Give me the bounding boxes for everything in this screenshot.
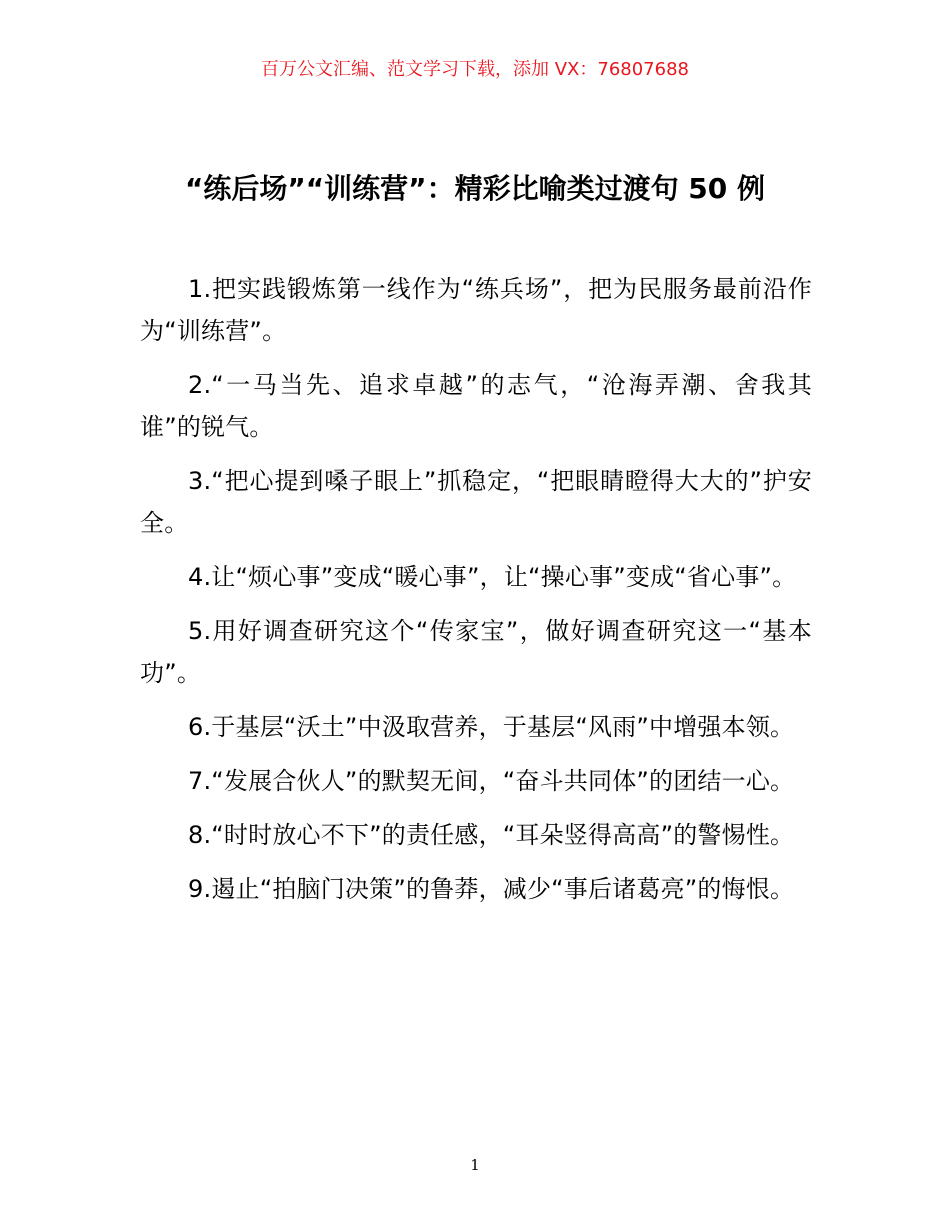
document-title: “练后场”“训练营”：精彩比喻类过渡句 50 例	[184, 172, 766, 205]
list-item: 8.“时时放心不下”的责任感，“耳朵竖得高高”的警惕性。	[188, 821, 795, 849]
page-number: 1	[470, 1156, 480, 1174]
list-item: 2.“一马当先、追求卓越”的志气，“沧海弄潮、舍我其谁”的锐气。	[140, 371, 812, 441]
list-item: 7.“发展合伙人”的默契无间，“奋斗共同体”的团结一心。	[188, 767, 795, 795]
header-watermark-note: 百万公文汇编、范文学习下载，添加 VX：76807688	[261, 59, 689, 80]
list-item: 5.用好调查研究这个“传家宝”，做好调查研究这一“基本功”。	[140, 617, 812, 687]
transition-sentence-list	[140, 268, 812, 922]
list-item: 6.于基层“沃土”中汲取营养，于基层“风雨”中增强本领。	[188, 713, 795, 741]
list-item: 3.“把心提到嗓子眼上”抓稳定，“把眼睛瞪得大大的”护安全。	[140, 467, 812, 537]
list-item: 4.让“烦心事”变成“暖心事”，让“操心事”变成“省心事”。	[188, 563, 797, 591]
list-item: 1.把实践锻炼第一线作为“练兵场”，把为民服务最前沿作为“训练营”。	[140, 275, 812, 345]
list-item: 9.遏止“拍脑门决策”的鲁莽，减少“事后诸葛亮”的悔恨。	[188, 875, 795, 903]
